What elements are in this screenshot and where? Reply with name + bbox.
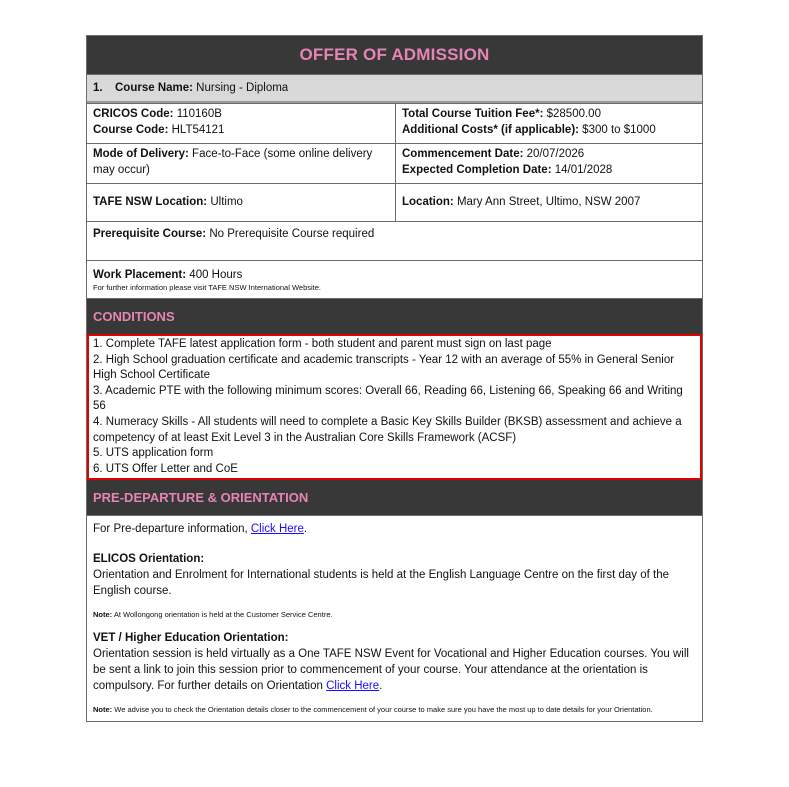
course-name-label: Course Name: xyxy=(115,82,193,94)
condition-item: 5. UTS application form xyxy=(93,447,214,460)
predeparture-click-here-link[interactable]: Click Here xyxy=(250,523,304,536)
tafe-location-label: TAFE NSW Location: xyxy=(93,196,208,208)
prerequisite-label: Prerequisite Course: xyxy=(93,228,207,240)
delivery-value: Face-to-Face (some online delivery may occur) xyxy=(93,148,373,176)
predeparture-intro-end: . xyxy=(303,523,308,536)
location-value: Mary Ann Street, Ultimo, NSW 2007 xyxy=(453,196,641,208)
note1-text: At Wollongong orientation is held at the Customer Service Centre. xyxy=(112,610,333,620)
course-name-row xyxy=(87,74,702,103)
codes-fees-row xyxy=(87,103,702,143)
course-code-value: HLT54121 xyxy=(168,124,225,136)
fees-cell xyxy=(396,104,702,143)
codes-cell xyxy=(87,104,396,143)
tuition-fee-label: Total Course Tuition Fee*: xyxy=(402,108,544,120)
orientation-click-here-link[interactable]: Click Here xyxy=(326,680,380,693)
course-number: 1. xyxy=(93,82,103,94)
condition-item: 1. Complete TAFE latest application form - both student and parent must sign on last page xyxy=(93,338,552,350)
completion-value: 14/01/2028 xyxy=(551,164,613,176)
vet-text: Orientation session is held virtually as a One TAFE NSW Event for Vocational and Higher Education courses. You will be sent a link to join this session prior to commencement of your course. Your attendance at the orientation is compulsory. For further details on Orientation xyxy=(93,648,689,693)
additional-costs-label: Additional Costs* (if applicable): xyxy=(402,124,579,136)
dates-cell xyxy=(396,144,702,183)
condition-item: 2. High School graduation certificate and academic transcripts - Year 12 with an average of 55% in General Senior High School Certificate xyxy=(93,353,675,382)
vet-heading: VET / Higher Education Orientation: xyxy=(93,632,289,645)
location-label: Location: xyxy=(402,196,454,208)
elicos-heading: ELICOS Orientation: xyxy=(93,553,205,566)
conditions-heading: CONDITIONS xyxy=(87,298,702,334)
commencement-label: Commencement Date: xyxy=(402,148,524,160)
elicos-text: Orientation and Enrolment for International students is held at the English Language Centre on the first day of the English course. xyxy=(93,569,669,598)
location-cell xyxy=(396,184,702,221)
note1-label: Note: xyxy=(93,610,113,620)
additional-costs-value: $300 to $1000 xyxy=(578,124,656,136)
vet-text-end: . xyxy=(379,680,383,693)
page-title: OFFER OF ADMISSION xyxy=(87,36,702,74)
tafe-location-cell xyxy=(87,184,396,221)
work-placement-note: For further information please visit TAFE NSW International Website. xyxy=(93,283,322,292)
condition-item: 6. UTS Offer Letter and CoE xyxy=(93,462,238,475)
predeparture-heading: PRE-DEPARTURE & ORIENTATION xyxy=(87,480,702,515)
delivery-dates-row xyxy=(87,143,702,183)
completion-label: Expected Completion Date: xyxy=(402,164,552,176)
work-placement-row xyxy=(87,260,702,298)
tafe-location-value: Ultimo xyxy=(207,196,243,208)
note2-label: Note: xyxy=(93,705,113,715)
conditions-list xyxy=(87,334,702,480)
location-row xyxy=(87,183,702,221)
course-name-value: Nursing - Diploma xyxy=(192,82,289,94)
cricos-label: CRICOS Code: xyxy=(93,108,174,120)
tuition-fee-value: $28500.00 xyxy=(543,108,601,120)
offer-of-admission-document xyxy=(86,35,703,722)
delivery-cell xyxy=(87,144,396,183)
work-placement-value: 400 Hours xyxy=(186,269,243,281)
predeparture-intro: For Pre-departure information, xyxy=(93,523,251,536)
commencement-value: 20/07/2026 xyxy=(523,148,585,160)
cricos-value: 110160B xyxy=(173,108,222,120)
predeparture-section xyxy=(87,515,702,721)
course-code-label: Course Code: xyxy=(93,124,169,136)
condition-item: 3. Academic PTE with the following minimum scores: Overall 66, Reading 66, Listening 66, Speaking 66 and Writing 56 xyxy=(93,384,683,413)
delivery-label: Mode of Delivery: xyxy=(93,148,189,160)
condition-item: 4. Numeracy Skills - All students will need to complete a Basic Key Skills Builder (BKSB) assessment and achieve a competency of at least Exit Level 3 in the Australian Core Skills Framework (ACSF) xyxy=(93,415,682,444)
prerequisite-value: No Prerequisite Course required xyxy=(206,228,375,240)
note2-text: We advise you to check the Orientation details closer to the commencement of your course to make sure you have the most up to date details for your Orientation. xyxy=(112,705,653,715)
prerequisite-row xyxy=(87,221,702,260)
work-placement-label: Work Placement: xyxy=(93,269,187,281)
